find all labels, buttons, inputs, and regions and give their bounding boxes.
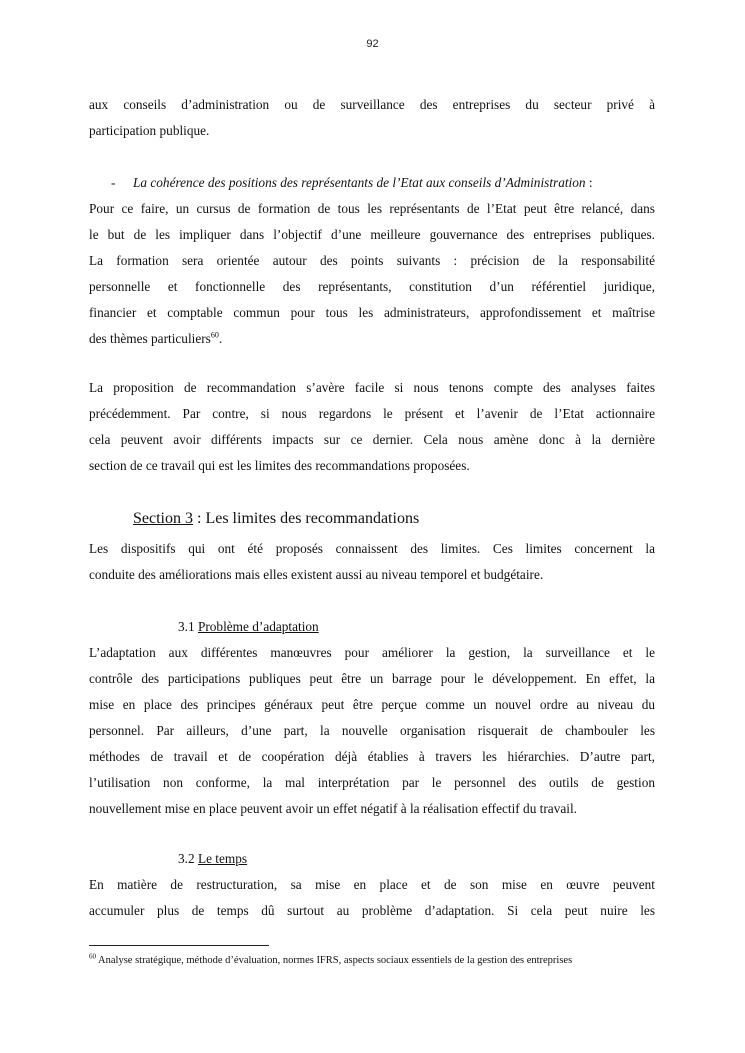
text-line: En matière de restructuration, sa mise en place et de son mise en œuvre peuvent [89, 877, 655, 892]
section-label: Section 3 [133, 510, 193, 527]
text-line: méthodes de travail et de coopération déjà établies à travers les hiérarchies. D’autre part, [89, 749, 655, 764]
subsection-title: Le temps [197, 851, 248, 866]
subsection-number: 3.1 [178, 619, 198, 634]
text-line: conduite des améliorations mais elles existent aussi au niveau temporel et budgétaire. [89, 567, 544, 582]
last-line-text: des thèmes particuliers [89, 331, 211, 346]
last-line-end: . [218, 331, 223, 346]
text-line: contrôle des participations publiques peut être un barrage pour le développement. En effet, la [89, 671, 655, 686]
footnote-divider [89, 945, 269, 946]
section-intro [89, 536, 655, 588]
text-line: accumuler plus de temps dû surtout au problème d’adaptation. Si cela peut nuire les [89, 903, 655, 918]
section-heading [133, 508, 419, 530]
text-line: section de ce travail qui est les limites des recommandations proposées. [89, 458, 470, 473]
text-line: nouvellement mise en place peuvent avoir un effet négatif à la réalisation effectif du travail. [89, 801, 577, 816]
subsection-title: Problème d’adaptation [197, 619, 319, 634]
text-line: cela peuvent avoir différents impacts sur ce dernier. Cela nous amène donc à la dernière [89, 432, 655, 447]
text-line: L’adaptation aux différentes manœuvres pour améliorer la gestion, la surveillance et le [89, 645, 655, 660]
bullet-paragraph [89, 170, 655, 352]
text-line: le but de les impliquer dans l’objectif d’une meilleure gouvernance des entreprises publiques. [89, 227, 655, 242]
text-line: Pour ce faire, un cursus de formation de tous les représentants de l’Etat peut être relancé, dans [89, 201, 655, 216]
paragraph-1 [89, 92, 655, 144]
bullet-colon: : [585, 175, 593, 190]
text-line [89, 326, 655, 352]
footnote [89, 953, 655, 968]
text-line: personnel. Par ailleurs, d’une part, la nouvelle organisation risquerait de chambouler les [89, 723, 655, 738]
section-title: : Les limites des recommandations [193, 510, 420, 527]
bullet-title-line [89, 170, 655, 196]
subsection-3-1-body [89, 640, 655, 822]
subsection-number: 3.2 [178, 851, 198, 866]
text-line: Les dispositifs qui ont été proposés connaissent des limites. Ces limites concernent la [89, 541, 655, 556]
footnote-text: Analyse stratégique, méthode d’évaluation, normes IFRS, aspects sociaux essentiels de la gestion des entreprises [96, 955, 573, 966]
bullet-title: La cohérence des positions des représentants de l’Etat aux conseils d’Administration [133, 175, 586, 190]
text-line: La proposition de recommandation s’avère facile si nous tenons compte des analyses faites [89, 380, 655, 395]
subsection-heading-3-2 [178, 846, 247, 872]
footnote-reference[interactable]: 60 [210, 330, 219, 340]
text-line: participation publique. [89, 123, 210, 138]
page-number: 92 [366, 38, 379, 50]
text-line: précédemment. Par contre, si nous regardons le présent et l’avenir de l’Etat actionnaire [89, 406, 655, 421]
text-line: l’utilisation non conforme, la mal interprétation par le personnel des outils de gestion [89, 775, 655, 790]
text-line: mise en place des principes généraux peut être perçue comme un nouvel ordre au niveau du [89, 697, 655, 712]
subsection-3-2-body [89, 872, 655, 924]
text-line: aux conseils d’administration ou de surveillance des entreprises du secteur privé à [89, 97, 655, 112]
paragraph-2 [89, 375, 655, 479]
subsection-heading-3-1 [178, 614, 319, 640]
footnote-number: 60 [89, 952, 96, 961]
text-line: personnelle et fonctionnelle des représentants, constitution d’un référentiel juridique, [89, 279, 655, 294]
text-line: financier et comptable commun pour tous les administrateurs, approfondissement et maîtrise [89, 305, 655, 320]
text-line: La formation sera orientée autour des points suivants : précision de la responsabilité [89, 253, 655, 268]
bullet-dash: - [111, 175, 116, 190]
